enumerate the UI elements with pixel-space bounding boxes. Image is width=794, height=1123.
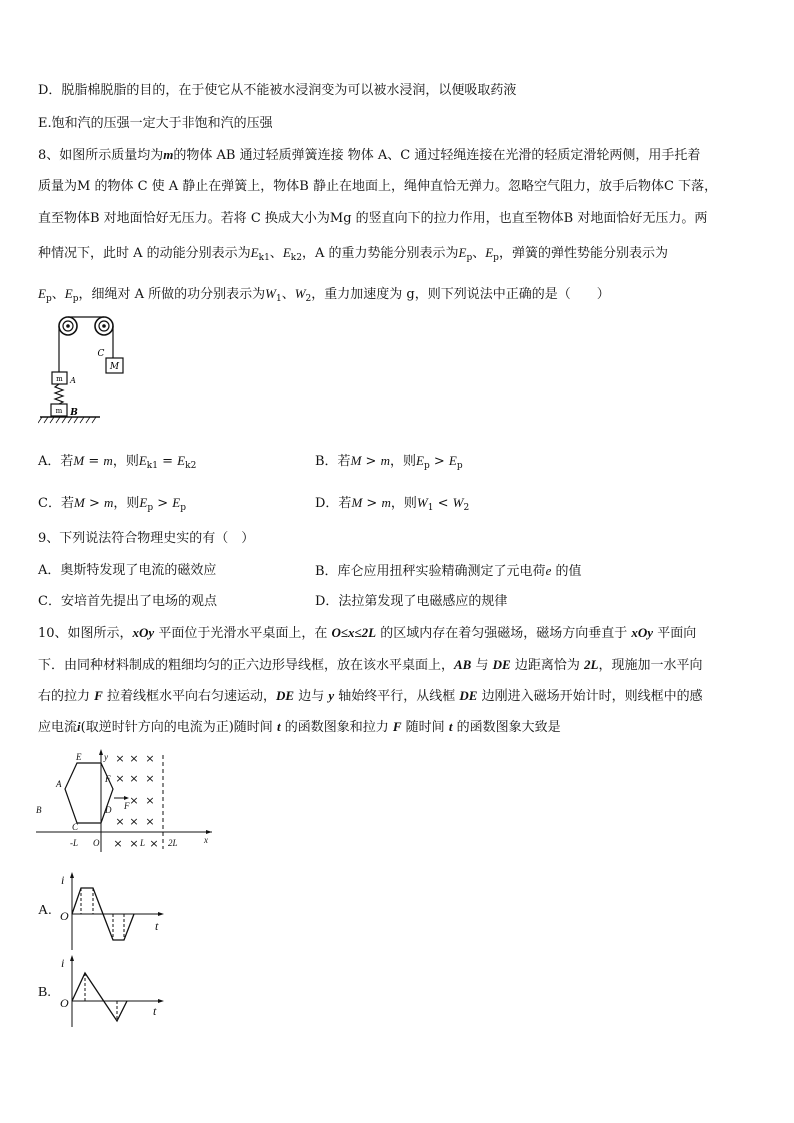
q9-stem: 9、下列说法符合物理史实的有（ ） [38,531,255,546]
q10-line3: 右的拉力 F 拉着线框水平向右匀速运动，DE 边与 y 轴始终平行，从线框 DE 边刚进入磁场开始计时，则线框中的感 [38,688,703,704]
option-d-text: D．脱脂棉脱脂的目的，在于使它从不能被水浸润变为可以被水浸润，以便吸取药液 [38,83,517,98]
field-cross: × [145,815,155,828]
field-cross: × [129,837,139,850]
field-cross: × [145,772,155,785]
fig-m-block-label: M [109,362,120,372]
q9-option-b[interactable]: B．库仑应用扭秤实验精确测定了元电荷e 的值 [315,563,582,579]
field-cross: × [129,794,139,807]
q8-line1: 8、如图所示质量均为m的物体 AB 通过轻质弹簧连接 物体 A、C 通过轻绳连接在光滑的轻质定滑轮两侧，用手托着 [38,147,701,163]
q8-line2: 质量为M 的物体 C 使 A 静止在弹簧上，物体B 静止在地面上，绳伸直恰无弹力。忽略空气阻力，放手后物体C 下落， [38,179,718,194]
field-cross: × [145,794,155,807]
q8-option-b[interactable]: B．若M > m，则$E_p > E_p$ [315,453,463,471]
q8-option-a[interactable]: A．若M = m，则$E_{k1} = E_{k2}$ [38,453,197,471]
axis-2l: 2L [168,838,178,848]
field-cross: × [145,752,155,765]
hex-label-b: B [36,805,42,815]
q10-line4: 应电流i(取逆时针方向的电流为正)随时间 t 的函数图象和拉力 F 随时间 t 的函数图象大致是 [38,719,561,735]
q8-line3: 直至物体B 对地面恰好无压力。若将 C 换成大小为Mg 的竖直向下的拉力作用，也直至物体B 对地面恰好无压力。两 [38,211,708,226]
graph-b-t-label: t [153,1004,157,1018]
graph-a [58,870,168,954]
option-e-text: E.饱和汽的压强一定大于非饱和汽的压强 [38,116,273,131]
force-label-f: F [124,801,130,811]
axis-l: L [140,838,146,848]
q9-option-d[interactable]: D．法拉第发现了电磁感应的规律 [315,594,508,609]
field-cross: × [115,772,125,785]
fig-b-label: B [70,408,78,418]
field-cross: × [149,837,159,850]
hex-label-e: E [76,752,82,762]
hex-label-d: D [105,805,112,815]
field-cross: × [113,837,123,850]
fig-c-label: C [97,349,105,359]
hex-label-f: F [105,774,111,784]
graph-a-t-label: t [155,919,159,933]
field-cross: × [129,772,139,785]
hex-label-c: C [72,822,79,832]
q10-line2: 下．由同种材料制成的粗细均匀的正六边形导线框，放在该水平桌面上，AB 与 DE 边距离恰为 2L，现施加一水平向 [38,657,703,673]
axis-origin: O [93,838,100,848]
field-cross: × [115,752,125,765]
field-cross: × [129,815,139,828]
q8-line4: 种情况下，此时 A 的动能分别表示为$E_{k1}$、$E_{k2}$，A 的重力势能分别表示为$E_p$、$E_p$，弹簧的弹性势能分别表示为 [38,245,668,263]
graph-b-i-label: i [61,956,65,970]
q9-option-c[interactable]: C．安培首先提出了电场的观点 [38,594,217,609]
hex-label-a: A [56,779,62,789]
q10-line1: 10、如图所示，xOy 平面位于光滑水平桌面上，在 O≤x≤2L 的区域内存在着匀强磁场，磁场方向垂直于 xOy 平面向 [38,625,697,641]
field-cross: × [129,752,139,765]
axis-y-label: y [104,752,108,762]
axis-neg-l: -L [70,838,79,848]
graph-b [58,953,168,1031]
fig-m1-label: m [56,375,63,383]
q8-option-c[interactable]: C．若M > m，则$E_p > E_p$ [38,495,187,513]
axis-x-label: x [204,835,208,845]
graph-b-label[interactable]: B. [38,985,51,1000]
pulley-spring-figure [38,312,138,434]
hexagon-field-figure [30,747,220,855]
graph-a-i-label: i [61,873,65,887]
q8-line5: $E_p$、$E_p$，细绳对 A 所做的功分别表示为$W_1$、$W_2$，重力加速度为 g，则下列说法中正确的是（ ） [38,286,610,304]
graph-a-label[interactable]: A. [38,903,52,918]
field-cross: × [115,815,125,828]
fig-m2-label: m [55,407,63,415]
q9-option-a[interactable]: A．奥斯特发现了电流的磁效应 [38,563,217,578]
graph-a-o-label: O [60,909,69,923]
q8-option-d[interactable]: D．若M > m，则$W_1 < W_2$ [315,495,470,513]
fig-a-label: A [70,376,76,385]
graph-b-o-label: O [60,996,69,1010]
